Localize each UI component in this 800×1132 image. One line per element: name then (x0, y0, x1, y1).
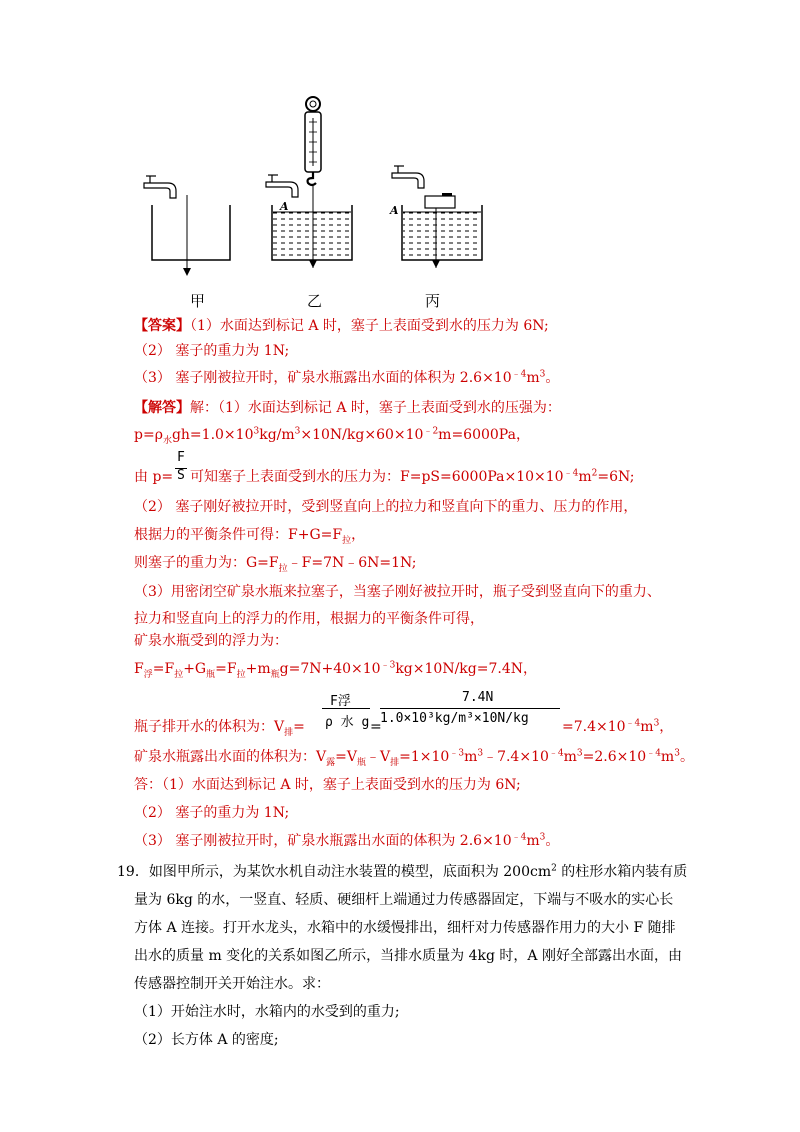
answer-line-3: （3） 塞子刚被拉开时，矿泉水瓶露出水面的体积为 $2.6\times 10^{﹣4}m^3$。 (134, 369, 560, 386)
q19-line-2: 量为 6kg 的水，一竖直、轻质、硬细杆上端通过力传感器固定，下端与不吸水的实心长 (134, 892, 674, 908)
frac-74n: 7.4N (462, 690, 494, 705)
solution-line-4: （2） 塞子刚好被拉开时，受到竖直向上的拉力和竖直向下的重力、压力的作用， (134, 499, 638, 515)
container-jia (144, 176, 230, 276)
q19-line-5: 传感器控制开关开始注水。求： (134, 976, 330, 992)
solution-line-1: 【解答】解：（1）水面达到标记 A 时，塞子上表面受到水的压强为： (134, 400, 561, 416)
solution-line-11-result: $=7.4\times 10^{﹣4}m^3$， (562, 718, 674, 735)
solution-line-11: 瓶子排开水的体积为：$V_排=$ (134, 719, 305, 738)
solution-line-5: 根据力的平衡条件可得：$F+G=F_拉$， (134, 527, 366, 546)
q19-line-6: （1）开始注水时，水箱内的水受到的重力; (134, 1004, 400, 1020)
experiment-figures (120, 90, 500, 315)
mark-a-bing: A (390, 204, 399, 217)
solution-line-2: $p=\rho_水gh=1.0\times 10^3kg/m^3\times 10N/kg\times 60\times 10^{﹣2}m=6000Pa$， (134, 426, 530, 446)
frac-fbuoy: F浮 (330, 694, 351, 709)
q19-line-3: 方体 A 连接。打开水龙头，水箱中的水缓慢排出，细杆对力传感器作用力的大小 F 随排 (134, 920, 676, 936)
answer-line-1: 【答案】（1）水面达到标记 A 时，塞子上表面受到水的压力为 6N; (134, 318, 549, 334)
q19-line-4: 出水的质量 m 变化的关系如图乙所示，当排水质量为 4kg 时，A 刚好全部露出水面，由 (134, 948, 682, 964)
container-bing (389, 166, 482, 268)
experiment-diagram (120, 90, 500, 315)
solution-line-3b: 可知塞子上表面受到水的压力为：$F=pS=6000Pa\times 10\times 10^{﹣4}m^2=6N$; (190, 468, 635, 485)
solution-line-6: 则塞子的重力为：$G=F_拉﹣F=7N﹣6N=1N$; (134, 555, 417, 574)
frac-line-3 (380, 708, 560, 709)
reply-line-1: 答：（1）水面达到标记 A 时，塞子上表面受到水的压力为 6N; (134, 777, 521, 793)
answer-line-2: （2） 塞子的重力为 1N; (134, 343, 290, 359)
solution-line-10: $F_浮=F_拉+G_瓶=F_拉+m_瓶g=7N+40\times 10^{﹣3}kg\times 10N/kg=7.4N$， (134, 660, 537, 680)
solution-line-7: （3）用密闭空矿泉水瓶来拉塞子，当塞子刚好被拉开时，瓶子受到竖直向下的重力、 (134, 584, 661, 600)
solution-line-8: 拉力和竖直向上的浮力的作用，根据力的平衡条件可得， (134, 611, 484, 627)
reply-line-3: （3） 塞子刚被拉开时，矿泉水瓶露出水面的体积为 $2.6\times 10^{﹣4}m^3$。 (134, 832, 560, 849)
frac-rho-g: ρ 水 g (325, 715, 370, 730)
frac-s: S (177, 468, 185, 483)
solution-head: 【解答】 (134, 400, 190, 416)
solution-line-12: 矿泉水瓶露出水面的体积为：$V_露=V_瓶﹣V_排=1\times 10^{﹣3}m^3﹣7.4\times 10^{﹣4}m^3=2.6\times 10^{﹣4}m^3$。 (134, 748, 694, 768)
frac-equals: = (370, 719, 382, 735)
frac-denominator: 1.0×10³kg/m³×10N/kg (380, 711, 529, 726)
container-yi (266, 97, 352, 268)
frac-line-2 (322, 708, 370, 709)
caption-yi: 乙 (307, 292, 323, 310)
q19-line-1: 19．如图甲所示，为某饮水机自动注水装置的模型，底面积为 $200cm^2$ 的柱形水箱内装有质 (117, 863, 688, 880)
reply-line-2: （2） 塞子的重力为 1N; (134, 805, 290, 821)
caption-bing: 丙 (425, 292, 441, 310)
solution-line-9: 矿泉水瓶受到的浮力为： (134, 633, 288, 649)
answer-head: 【答案】 (134, 318, 190, 334)
frac-f: F (177, 450, 185, 465)
caption-jia: 甲 (190, 292, 206, 310)
solution-line-3a: 由 p= (134, 469, 174, 485)
mark-a-yi: A (280, 200, 289, 213)
q19-line-7: （2）长方体 A 的密度; (134, 1032, 279, 1048)
